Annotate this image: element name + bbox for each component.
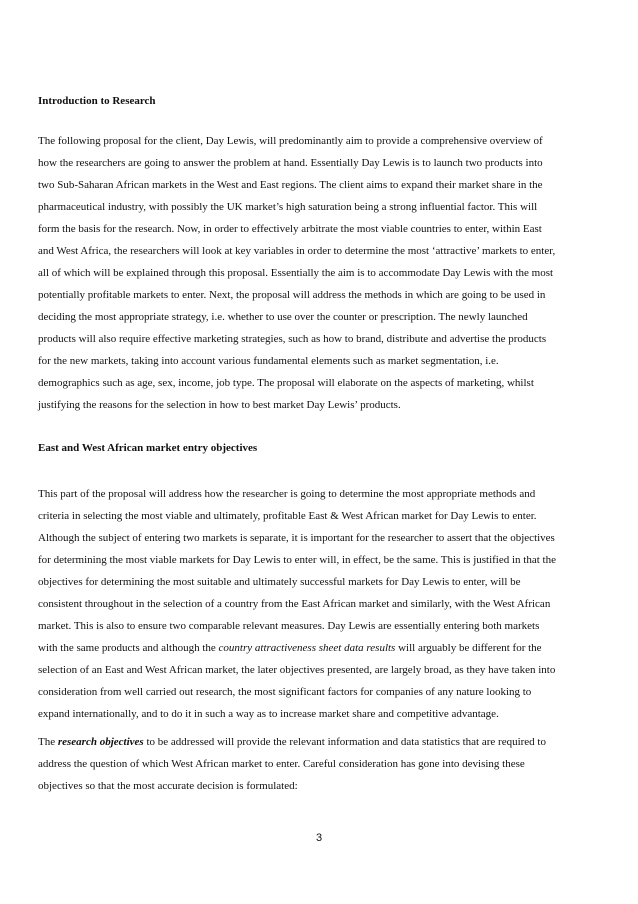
paragraph-line: and West Africa, the researchers will look at key variables in order to determine the most ‘attractive’ markets to enter, bbox=[38, 245, 556, 257]
paragraph-line: consideration from well carried out research, the most significant factors for companies of any nature looking to bbox=[38, 686, 532, 698]
text-segment: will arguably be different for the bbox=[395, 642, 542, 654]
paragraph-line: two Sub-Saharan African markets in the West and East regions. The client aims to expand their market share in the bbox=[38, 179, 543, 191]
paragraph-line: criteria in selecting the most viable and ultimately, profitable East & West African market for Day Lewis to enter. bbox=[38, 510, 537, 522]
paragraph-line: for determining the most viable markets for Day Lewis to enter will, in effect, be the same. This is justified in that the bbox=[38, 554, 556, 566]
paragraph-line bbox=[38, 637, 603, 659]
paragraph-research-objectives bbox=[38, 731, 603, 797]
heading-introduction: Introduction to Research bbox=[38, 95, 156, 107]
paragraph-line: justifying the reasons for the selection in how to best market Day Lewis’ products. bbox=[38, 399, 401, 411]
paragraph-line: selection of an East and West African market, the later objectives presented, are largely broad, as they have taken into bbox=[38, 664, 556, 676]
objectives-lines-after bbox=[38, 659, 603, 725]
paragraph-line: objectives so that the most accurate decision is formulated: bbox=[38, 780, 298, 792]
paragraph-introduction bbox=[38, 130, 603, 416]
text-segment: with the same products and although the bbox=[38, 642, 219, 654]
paragraph-line: potentially profitable markets to enter. Next, the proposal will address the methods in which are going to be used in bbox=[38, 289, 546, 301]
paragraph-line: Although the subject of entering two markets is separate, it is important for the researcher to assert that the objectives bbox=[38, 532, 555, 544]
paragraph-line: consistent throughout in the selection of a country from the East African market and similarly, with the West African bbox=[38, 598, 551, 610]
page-number: 3 bbox=[315, 832, 323, 844]
text-segment: to be addressed will provide the relevant information and data statistics that are required to bbox=[143, 736, 546, 748]
objectives-lines-before bbox=[38, 483, 603, 637]
paragraph-line: address the question of which West African market to enter. Careful consideration has gone into devising these bbox=[38, 758, 525, 770]
paragraph-line: expand internationally, and to do it in such a way as to increase market share and competitive advantage. bbox=[38, 708, 499, 720]
paragraph-line: market. This is also to ensure two comparable relevant measures. Day Lewis are essentially entering both markets bbox=[38, 620, 540, 632]
paragraph-line: how the researchers are going to answer the problem at hand. Essentially Day Lewis is to launch two products into bbox=[38, 157, 543, 169]
paragraph-line: deciding the most appropriate strategy, i.e. whether to use over the counter or prescription. The newly launched bbox=[38, 311, 528, 323]
text-segment: The bbox=[38, 736, 58, 748]
paragraph-line: products will also require effective marketing strategies, such as how to brand, distribute and advertise the products bbox=[38, 333, 547, 345]
heading-market-entry-objectives: East and West African market entry objectives bbox=[38, 442, 258, 454]
paragraph-line: objectives for determining the most suitable and ultimately successful markets for Day Lewis to enter, will be bbox=[38, 576, 521, 588]
paragraph-objectives bbox=[38, 483, 603, 725]
paragraph-line: form the basis for the research. Now, in order to effectively arbitrate the most viable countries to enter, within East bbox=[38, 223, 542, 235]
bold-italic-phrase-research-objectives: research objectives bbox=[57, 736, 144, 748]
paragraph-line: This part of the proposal will address how the researcher is going to determine the most appropriate methods and bbox=[38, 488, 536, 500]
paragraph-line: demographics such as age, sex, income, job type. The proposal will elaborate on the aspects of marketing, whilst bbox=[38, 377, 534, 389]
paragraph-line: The following proposal for the client, Day Lewis, will predominantly aim to provide a comprehensive overview of bbox=[38, 135, 543, 147]
paragraph-line: all of which will be explained through this proposal. Essentially the aim is to accommodate Day Lewis with the most bbox=[38, 267, 554, 279]
paragraph-line: pharmaceutical industry, with possibly the UK market’s high saturation being a strong influential factor. This will bbox=[38, 201, 538, 213]
paragraph-line bbox=[38, 731, 603, 753]
italic-phrase-country-attractiveness: country attractiveness sheet data results bbox=[218, 642, 396, 654]
paragraph-line: for the new markets, taking into account various fundamental elements such as market segmentation, i.e. bbox=[38, 355, 499, 367]
